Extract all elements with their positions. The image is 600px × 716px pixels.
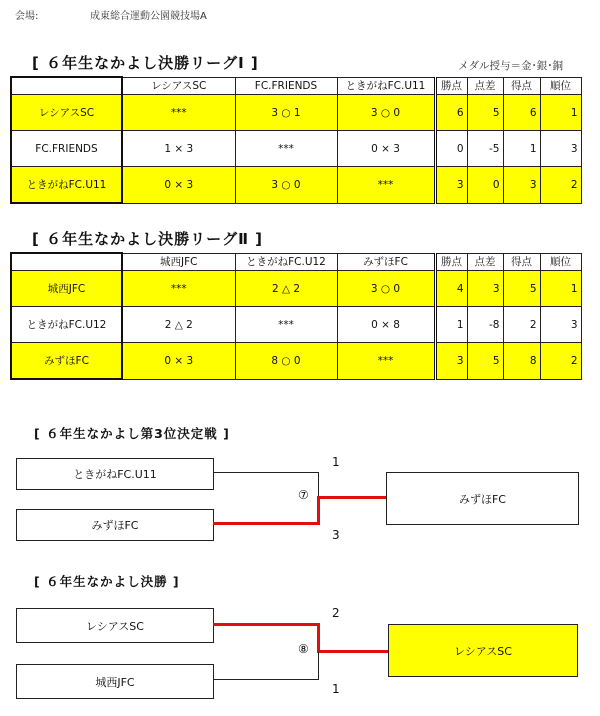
final-title: [ ６年生なかよし決勝 ] [34,574,180,589]
score-bottom: 1 [332,682,340,696]
result-cell: 0 × 3 [122,167,235,204]
rank-cell: 2 [540,167,581,204]
table-row [11,271,581,307]
header-points: 勝点 [435,253,467,271]
rank-cell: 1 [540,271,581,307]
league-1-title: [ ６年生なかよし決勝リーグⅠ ] [32,54,259,72]
venue-value: 成東総合運動公園競技場A [90,11,207,22]
league-1-header-row [11,77,581,95]
goals-cell: 1 [503,131,540,167]
table-row [11,131,581,167]
team-label: みずほFC [91,519,139,532]
result-cell: 3 ○ 1 [235,95,337,131]
result-cell: *** [235,131,337,167]
header-opponent-2: ときがねFC.U12 [235,253,337,271]
rank-cell: 2 [540,343,581,380]
team-label: ときがねFC.U11 [73,468,157,481]
rank-cell: 1 [540,95,581,131]
final-team-top [16,608,214,643]
bracket-line [213,679,319,680]
result-cell: 3 ○ 0 [235,167,337,204]
table-row [11,167,581,204]
league-2-header-row [11,253,581,271]
winner-line [317,498,320,525]
header-blank [11,77,122,95]
goals-cell: 5 [503,271,540,307]
diff-cell: -8 [467,307,503,343]
league-2-title: [ ６年生なかよし決勝リーグⅡ ] [32,230,264,248]
header-goals: 得点 [503,253,540,271]
result-cell: *** [122,95,235,131]
team-name: 城西JFC [11,271,122,307]
team-name: ときがねFC.U12 [11,307,122,343]
final-winner-box [388,624,578,677]
match-number: ⑦ [298,488,309,502]
venue-label: 会場: [15,11,39,22]
diff-cell: 5 [467,343,503,380]
result-cell: *** [337,343,435,380]
winner-line [317,650,388,653]
final-team-bottom [16,664,214,699]
winner-label: みずほFC [458,492,506,506]
winner-line [213,623,320,626]
result-cell: 8 ○ 0 [235,343,337,380]
rank-cell: 3 [540,307,581,343]
header-diff: 点差 [467,253,503,271]
header-rank: 順位 [540,253,581,271]
result-cell: 0 × 3 [122,343,235,380]
third-place-team-top [16,458,214,490]
result-cell: 1 × 3 [122,131,235,167]
result-cell: 0 × 8 [337,307,435,343]
header-opponent-1: レシアスSC [122,77,235,95]
diff-cell: -5 [467,131,503,167]
diff-cell: 0 [467,167,503,204]
header-goals: 得点 [503,77,540,95]
table-row [11,307,581,343]
team-label: レシアスSC [86,619,144,633]
table-row [11,95,581,131]
medal-note: メダル授与＝金･銀･銅 [458,60,563,72]
diff-cell: 5 [467,95,503,131]
result-cell: 0 × 3 [337,131,435,167]
header-opponent-3: みずほFC [337,253,435,271]
third-place-team-bottom [16,509,214,541]
winner-line [317,623,320,653]
score-top: 2 [332,606,340,620]
points-cell: 0 [435,131,467,167]
score-top: 1 [332,455,340,469]
header-opponent-1: 城西JFC [122,253,235,271]
diff-cell: 3 [467,271,503,307]
team-name: FC.FRIENDS [11,131,122,167]
points-cell: 1 [435,307,467,343]
points-cell: 4 [435,271,467,307]
winner-line [213,522,320,525]
header-blank [11,253,122,271]
league-1-table [10,76,582,204]
team-label: 城西JFC [95,675,135,689]
points-cell: 3 [435,167,467,204]
points-cell: 3 [435,343,467,380]
bracket-line [318,472,319,499]
header-diff: 点差 [467,77,503,95]
header-opponent-2: FC.FRIENDS [235,77,337,95]
result-cell: *** [337,167,435,204]
header-opponent-3: ときがねFC.U11 [337,77,435,95]
header-rank: 順位 [540,77,581,95]
league-2-table [10,252,582,380]
goals-cell: 3 [503,167,540,204]
bracket-line [213,472,319,473]
winner-line [317,496,386,499]
team-name: レシアスSC [11,95,122,131]
table-row [11,343,581,380]
rank-cell: 3 [540,131,581,167]
third-place-winner-box [386,472,579,525]
team-name: みずほFC [11,343,122,380]
score-bottom: 3 [332,528,340,542]
winner-label: レシアスSC [454,644,512,658]
result-cell: 2 △ 2 [122,307,235,343]
result-cell: *** [235,307,337,343]
goals-cell: 8 [503,343,540,380]
result-cell: 2 △ 2 [235,271,337,307]
header-points: 勝点 [435,77,467,95]
match-number: ⑧ [298,642,309,656]
result-cell: 3 ○ 0 [337,95,435,131]
team-name: ときがねFC.U11 [11,167,122,204]
goals-cell: 2 [503,307,540,343]
bracket-line [318,652,319,680]
goals-cell: 6 [503,95,540,131]
result-cell: *** [122,271,235,307]
third-place-title: [ ６年生なかよし第3位決定戦 ] [34,426,230,441]
points-cell: 6 [435,95,467,131]
result-cell: 3 ○ 0 [337,271,435,307]
